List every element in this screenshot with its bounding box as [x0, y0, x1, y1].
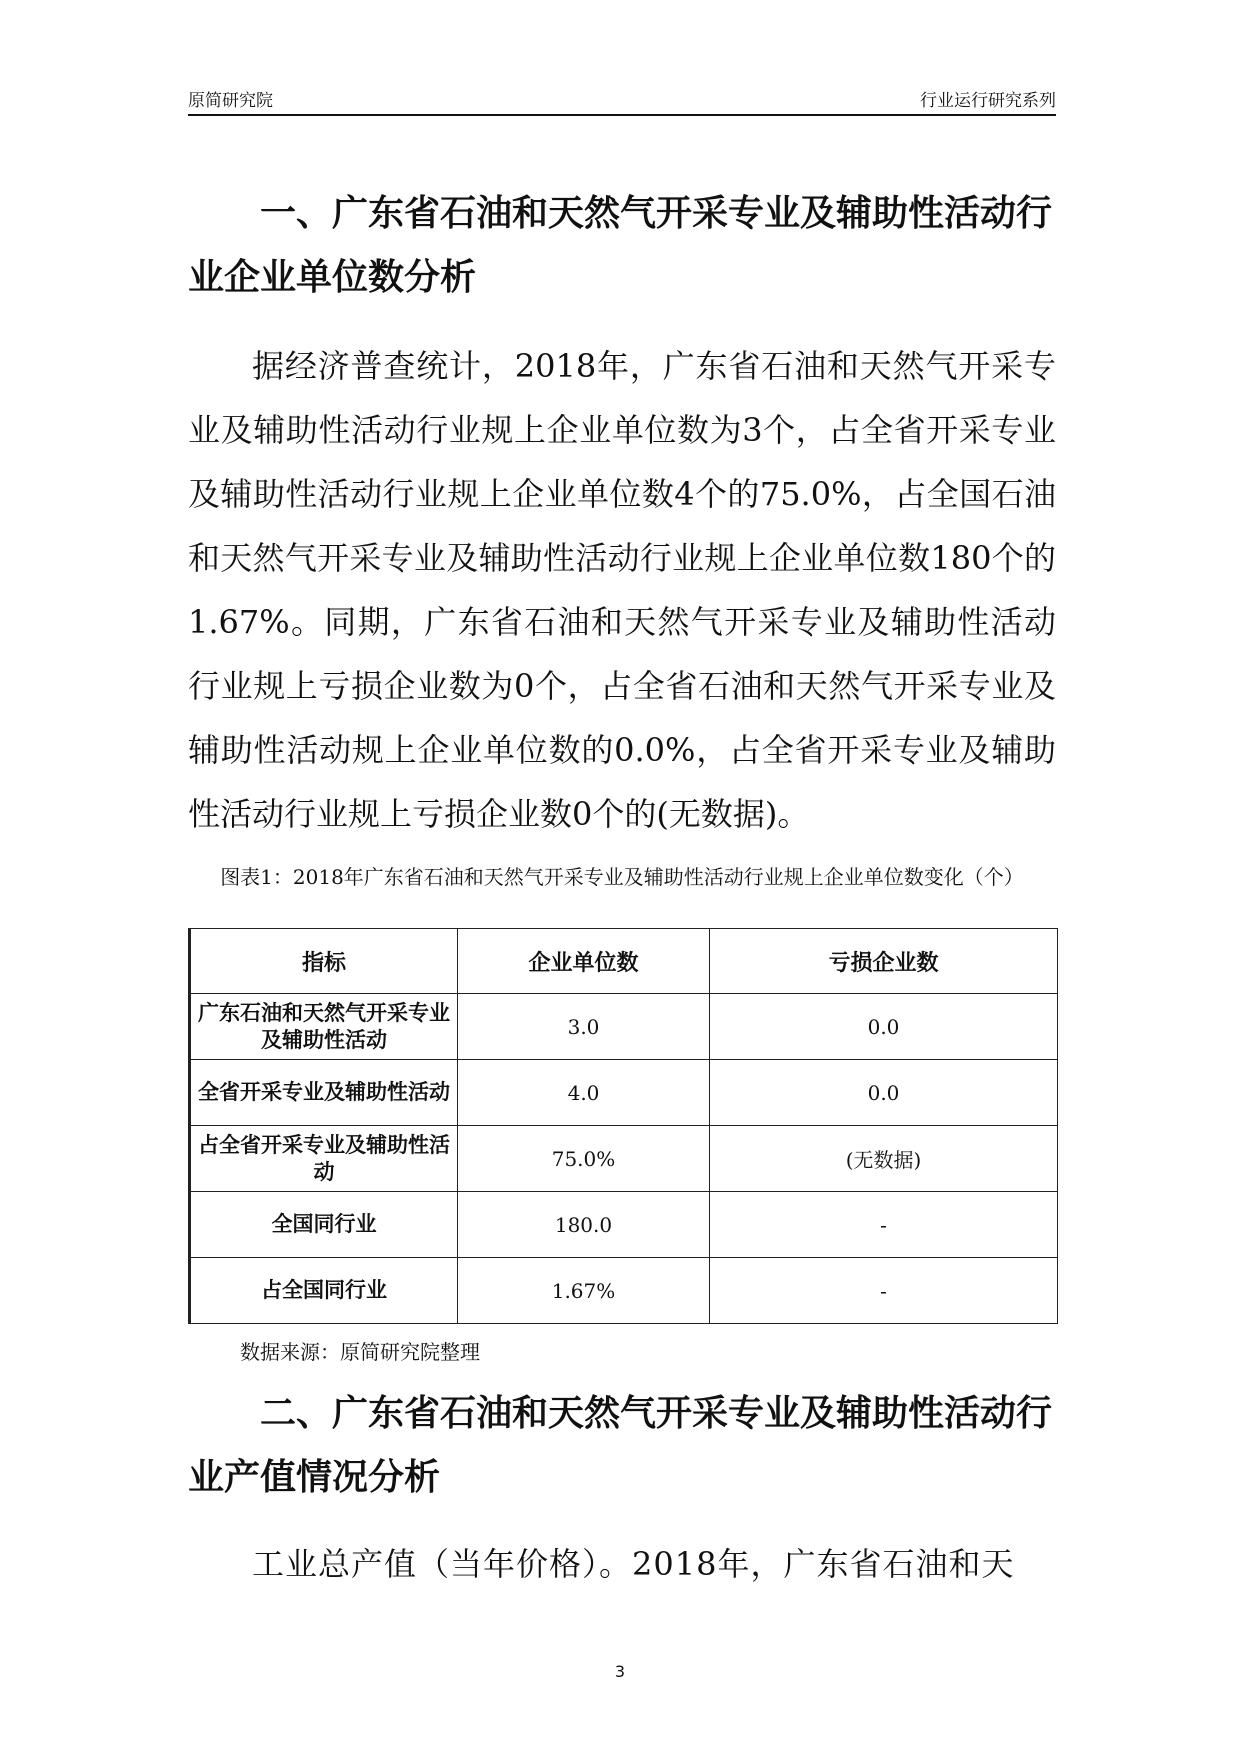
table-row — [190, 1258, 1058, 1324]
data-source-note: 数据来源：原简研究院整理 — [240, 1340, 480, 1364]
loss-count-cell: 0.0 — [710, 994, 1058, 1060]
loss-count-cell: (无数据) — [710, 1126, 1058, 1192]
page-number: 3 — [614, 1662, 626, 1681]
table-caption: 图表1：2018年广东省石油和天然气开采专业及辅助性活动行业规上企业单位数变化（个） — [220, 865, 1024, 889]
enterprise-count-cell: 3.0 — [458, 994, 710, 1060]
enterprise-count-cell: 1.67% — [458, 1258, 710, 1324]
table-header-row — [190, 929, 1058, 994]
row-label: 全国同行业 — [190, 1192, 458, 1258]
header-divider — [188, 114, 1056, 116]
section1-paragraph: 据经济普查统计，2018年，广东省石油和天然气开采专业及辅助性活动行业规上企业单位数为3个，占全省开采专业及辅助性活动行业规上企业单位数4个的75.0%，占全国石油和天然气开采专业及辅助性活动行业规上企业单位数180个的1.67%。同期，广东省石油和天然气开采专业及辅助性活动行业规上亏损企业数为0个，占全省石油和天然气开采专业及辅助性活动规上企业单位数的0.0%，占全省开采专业及辅助性活动行业规上亏损企业数0个的(无数据)。 — [188, 347, 1056, 833]
table-row — [190, 1126, 1058, 1192]
table-header-cell: 企业单位数 — [458, 929, 710, 994]
enterprise-count-cell: 180.0 — [458, 1192, 710, 1258]
row-label: 占全省开采专业及辅助性活动 — [190, 1126, 458, 1192]
section2-title: 二、广东省石油和天然气开采专业及辅助性活动行业产值情况分析 — [188, 1393, 1053, 1498]
header-right-label: 行业运行研究系列 — [920, 91, 1056, 111]
table-row — [190, 1192, 1058, 1258]
loss-count-cell: 0.0 — [710, 1060, 1058, 1126]
table-header-cell: 指标 — [190, 929, 458, 994]
enterprise-count-cell: 4.0 — [458, 1060, 710, 1126]
table-row — [190, 994, 1058, 1060]
section2-paragraph: 工业总产值（当年价格）。2018年，广东省石油和天 — [252, 1545, 1015, 1583]
section1-title: 一、广东省石油和天然气开采专业及辅助性活动行业企业单位数分析 — [188, 193, 1053, 298]
table-header-cell: 亏损企业数 — [710, 929, 1058, 994]
row-label: 全省开采专业及辅助性活动 — [190, 1060, 458, 1126]
enterprise-count-cell: 75.0% — [458, 1126, 710, 1192]
row-label: 占全国同行业 — [190, 1258, 458, 1324]
row-label: 广东石油和天然气开采专业及辅助性活动 — [190, 994, 458, 1060]
page-header — [188, 86, 1056, 116]
header-left-label: 原简研究院 — [188, 91, 273, 111]
loss-count-cell: - — [710, 1192, 1058, 1258]
enterprise-count-table — [188, 928, 1058, 1324]
loss-count-cell: - — [710, 1258, 1058, 1324]
table-row — [190, 1060, 1058, 1126]
